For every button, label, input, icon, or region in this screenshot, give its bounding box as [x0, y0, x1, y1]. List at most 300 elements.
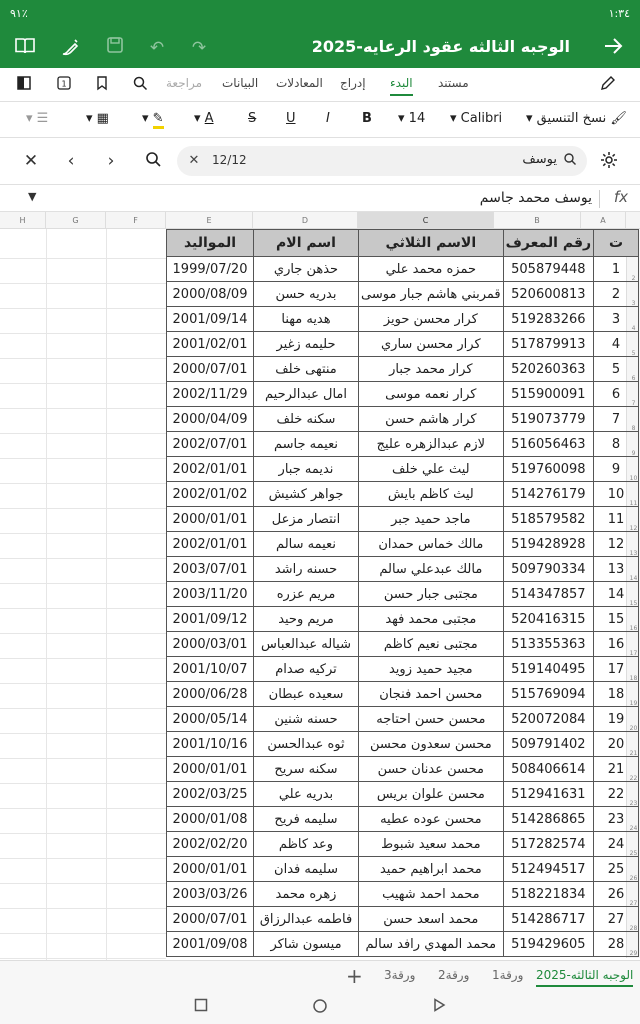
- table-row[interactable]: [167, 707, 639, 732]
- table-row[interactable]: [167, 482, 639, 507]
- gridline: [0, 908, 166, 909]
- cell-mother-name[interactable]: حسنه شنين: [254, 707, 359, 732]
- match-count: 12/12: [212, 153, 247, 167]
- back-icon[interactable]: [430, 998, 448, 1016]
- cell-id[interactable]: 520600813: [503, 282, 593, 307]
- gridline: [0, 558, 166, 559]
- tab-document[interactable]: مستند: [438, 76, 469, 90]
- cell-birthdate[interactable]: 2003/07/01: [167, 557, 254, 582]
- search-input[interactable]: [177, 146, 587, 176]
- row-number: 19: [629, 700, 638, 707]
- cell-id[interactable]: 519760098: [503, 457, 593, 482]
- pen-tool-icon[interactable]: [58, 35, 84, 61]
- table-row[interactable]: [167, 632, 639, 657]
- gridline: [0, 483, 166, 484]
- cell-full-name[interactable]: محسن عوده عطيه: [359, 807, 504, 832]
- cell-id[interactable]: 519073779: [503, 407, 593, 432]
- cell-full-name[interactable]: ليث كاظم بايش: [359, 482, 504, 507]
- gridline: [0, 883, 166, 884]
- gridline: [0, 283, 166, 284]
- table-row[interactable]: [167, 807, 639, 832]
- header-birthdate[interactable]: المواليد: [167, 230, 254, 257]
- column-header-g[interactable]: G: [46, 212, 106, 229]
- cell-birthdate[interactable]: 2000/04/09: [167, 407, 254, 432]
- add-sheet-icon[interactable]: +: [346, 964, 363, 988]
- previous-result-icon[interactable]: ‹: [67, 151, 75, 171]
- table-row[interactable]: [167, 932, 639, 957]
- cell-full-name[interactable]: مجتبى محمد فهد: [359, 607, 504, 632]
- table-row[interactable]: [167, 407, 639, 432]
- cell-full-name[interactable]: كرار نعمه موسى: [359, 382, 504, 407]
- cell-serial[interactable]: 8: [594, 432, 639, 457]
- gridline: [0, 833, 166, 834]
- gridline: [0, 858, 166, 859]
- cell-birthdate[interactable]: 2000/01/01: [167, 857, 254, 882]
- cell-full-name[interactable]: كرار محسن ساري: [359, 332, 504, 357]
- cell-id[interactable]: 520416315: [503, 607, 593, 632]
- edit-pencil-icon[interactable]: [598, 75, 618, 95]
- table-row[interactable]: [167, 907, 639, 932]
- search-field-icon: [561, 152, 579, 170]
- cell-serial[interactable]: 14: [594, 582, 639, 607]
- cell-birthdate[interactable]: 2000/05/14: [167, 707, 254, 732]
- status-bar: [0, 0, 640, 28]
- tab-review[interactable]: مراجعة: [166, 76, 203, 90]
- cell-birthdate[interactable]: 2000/01/01: [167, 757, 254, 782]
- cell-birthdate[interactable]: 2003/03/26: [167, 882, 254, 907]
- cell-serial[interactable]: 9: [594, 457, 639, 482]
- fx-label[interactable]: fx: [613, 188, 628, 206]
- paint-roller-icon: 🖌: [610, 111, 627, 126]
- cell-id[interactable]: 519428928: [503, 532, 593, 557]
- cell-full-name[interactable]: قمربني هاشم جبار موسى: [359, 282, 504, 307]
- cell-mother-name[interactable]: نعيمه جاسم: [254, 432, 359, 457]
- find-bar: [0, 138, 640, 184]
- cell-serial[interactable]: 1: [594, 257, 639, 282]
- row-number: 7: [631, 400, 636, 407]
- cell-full-name[interactable]: مجتبى جبار حسن: [359, 582, 504, 607]
- cell-mother-name[interactable]: بدريه حسن: [254, 282, 359, 307]
- cell-id[interactable]: 516056463: [503, 432, 593, 457]
- header-id[interactable]: رقم المعرف: [503, 230, 593, 257]
- gridline: [0, 308, 166, 309]
- table-row[interactable]: [167, 857, 639, 882]
- cell-birthdate[interactable]: 2000/01/01: [167, 507, 254, 532]
- data-table[interactable]: [166, 229, 639, 957]
- cell-birthdate[interactable]: 2002/03/25: [167, 782, 254, 807]
- table-row[interactable]: [167, 457, 639, 482]
- cell-birthdate[interactable]: 2000/07/01: [167, 907, 254, 932]
- cell-full-name[interactable]: كرار محمد جبار: [359, 357, 504, 382]
- cell-full-name[interactable]: مالك عبدعلي سالم: [359, 557, 504, 582]
- gridline: [0, 408, 166, 409]
- cell-id[interactable]: 517282574: [503, 832, 593, 857]
- row-number: 17: [629, 650, 638, 657]
- cell-mother-name[interactable]: حسنه راشد: [254, 557, 359, 582]
- row-number: 23: [629, 800, 638, 807]
- cell-serial[interactable]: 6: [594, 382, 639, 407]
- cell-full-name[interactable]: حمزه محمد علي: [359, 257, 504, 282]
- gridline: [0, 433, 166, 434]
- column-header-b[interactable]: B: [494, 212, 581, 229]
- cell-mother-name[interactable]: ميسون شاكر: [254, 932, 359, 957]
- cell-full-name[interactable]: مجيد حميد زويد: [359, 657, 504, 682]
- table-row[interactable]: [167, 532, 639, 557]
- redo-icon[interactable]: ↷: [191, 38, 207, 58]
- spreadsheet-grid[interactable]: [0, 212, 640, 960]
- cell-serial[interactable]: 26: [594, 882, 639, 907]
- cell-mother-name[interactable]: وعد كاظم: [254, 832, 359, 857]
- font-name-select[interactable]: ▾ Calibri: [450, 111, 503, 126]
- cell-serial[interactable]: 25: [594, 857, 639, 882]
- cell-mother-name[interactable]: سليمه فريح: [254, 807, 359, 832]
- row-number: 22: [629, 775, 638, 782]
- cell-mother-name[interactable]: امال عبدالرحيم: [254, 382, 359, 407]
- cell-birthdate[interactable]: 2002/01/01: [167, 532, 254, 557]
- highlight-color-icon[interactable]: ▾ ✎: [142, 111, 164, 126]
- formula-separator: [599, 190, 600, 208]
- cell-full-name[interactable]: محسن عدنان حسن: [359, 757, 504, 782]
- cell-full-name[interactable]: محسن علوان بريس: [359, 782, 504, 807]
- cell-birthdate[interactable]: 2002/07/01: [167, 432, 254, 457]
- cell-serial[interactable]: 22: [594, 782, 639, 807]
- gridline: [46, 229, 47, 960]
- column-header-e[interactable]: E: [166, 212, 253, 229]
- close-icon[interactable]: ✕: [23, 151, 39, 171]
- cell-full-name[interactable]: كرار محسن حويز: [359, 307, 504, 332]
- cell-birthdate[interactable]: 2001/09/12: [167, 607, 254, 632]
- cell-serial[interactable]: 12: [594, 532, 639, 557]
- cell-birthdate[interactable]: 2002/01/01: [167, 457, 254, 482]
- gridline: [0, 358, 166, 359]
- format-painter-button[interactable]: ▾ نسخ التنسيق 🖌: [526, 111, 627, 126]
- cell-birthdate[interactable]: 2000/08/09: [167, 282, 254, 307]
- cell-mother-name[interactable]: نديمه جبار: [254, 457, 359, 482]
- cell-serial[interactable]: 23: [594, 807, 639, 832]
- cell-birthdate[interactable]: 2001/10/16: [167, 732, 254, 757]
- cell-full-name[interactable]: محمد اسعد حسن: [359, 907, 504, 932]
- panel-toggle-icon[interactable]: [14, 75, 34, 95]
- tab-formulas[interactable]: المعادلات: [276, 76, 323, 90]
- gridline: [0, 733, 166, 734]
- gridline: [0, 583, 166, 584]
- row-number: 25: [629, 850, 638, 857]
- sheet-tab-1[interactable]: ورقة1: [492, 968, 524, 982]
- cell-mother-name[interactable]: زهره محمد: [254, 882, 359, 907]
- cell-mother-name[interactable]: مريم وحيد: [254, 607, 359, 632]
- font-size-value: 14: [408, 111, 426, 126]
- cell-full-name[interactable]: محسن حسن احتاجه: [359, 707, 504, 732]
- bold-button[interactable]: B: [362, 111, 372, 126]
- cell-serial[interactable]: 21: [594, 757, 639, 782]
- table-row[interactable]: [167, 307, 639, 332]
- clear-search-icon[interactable]: ✕: [188, 153, 200, 168]
- table-row[interactable]: [167, 507, 639, 532]
- formula-content[interactable]: يوسف محمد جاسم: [479, 190, 592, 206]
- cell-id[interactable]: 508406614: [503, 757, 593, 782]
- cell-full-name[interactable]: محمد احمد شهيب: [359, 882, 504, 907]
- cell-full-name[interactable]: مجتبى نعيم كاظم: [359, 632, 504, 657]
- row-number: 11: [629, 500, 638, 507]
- gridline: [0, 458, 166, 459]
- cell-id[interactable]: 518579582: [503, 507, 593, 532]
- search-icon[interactable]: [130, 75, 150, 95]
- back-arrow-icon[interactable]: [600, 35, 626, 61]
- header-full-name[interactable]: الاسم الثلاثي: [359, 230, 504, 257]
- cell-serial[interactable]: 5: [594, 357, 639, 382]
- table-row[interactable]: [167, 782, 639, 807]
- gridline: [0, 633, 166, 634]
- column-header-a[interactable]: A: [581, 212, 626, 229]
- sheet-tab-2[interactable]: ورقة2: [438, 968, 470, 982]
- cell-full-name[interactable]: محمد ابراهيم حميد: [359, 857, 504, 882]
- cell-serial[interactable]: 27: [594, 907, 639, 932]
- save-icon[interactable]: [102, 35, 128, 61]
- table-row[interactable]: [167, 557, 639, 582]
- cell-full-name[interactable]: كرار هاشم حسن: [359, 407, 504, 432]
- font-color-button[interactable]: ▾ A: [194, 111, 214, 126]
- cell-serial[interactable]: 11: [594, 507, 639, 532]
- formula-bar: [0, 184, 640, 212]
- cell-full-name[interactable]: ليث علي خلف: [359, 457, 504, 482]
- cell-mother-name[interactable]: انتصار مزعل: [254, 507, 359, 532]
- underline-button[interactable]: U: [286, 111, 296, 126]
- cell-birthdate[interactable]: 2002/11/29: [167, 382, 254, 407]
- gridline: [0, 708, 166, 709]
- cell-serial[interactable]: 10: [594, 482, 639, 507]
- cell-birthdate[interactable]: 2001/09/14: [167, 307, 254, 332]
- cell-mother-name[interactable]: حليمه زغير: [254, 332, 359, 357]
- clock: ١:٣٤: [608, 7, 630, 20]
- cell-id[interactable]: 514276179: [503, 482, 593, 507]
- cell-birthdate[interactable]: 2000/03/01: [167, 632, 254, 657]
- system-nav-bar: [0, 990, 640, 1024]
- table-row[interactable]: [167, 757, 639, 782]
- home-icon[interactable]: [311, 998, 329, 1016]
- cell-id[interactable]: 519429605: [503, 932, 593, 957]
- cell-full-name[interactable]: محسن سعدون محسن: [359, 732, 504, 757]
- cell-serial[interactable]: 3: [594, 307, 639, 332]
- cell-mother-name[interactable]: ثوه عبدالحسن: [254, 732, 359, 757]
- gridline: [0, 783, 166, 784]
- table-row[interactable]: [167, 332, 639, 357]
- search-icon[interactable]: [142, 150, 164, 172]
- cell-full-name[interactable]: مالك خماس حمدان: [359, 532, 504, 557]
- gridline: [0, 383, 166, 384]
- cell-serial[interactable]: 18: [594, 682, 639, 707]
- header-serial[interactable]: ت: [594, 230, 639, 257]
- cell-serial[interactable]: 19: [594, 707, 639, 732]
- italic-button[interactable]: I: [326, 111, 330, 126]
- align-menu-icon[interactable]: ▾ ☰: [26, 111, 49, 126]
- row-number: 13: [629, 550, 638, 557]
- svg-text:1: 1: [61, 79, 67, 89]
- cell-full-name[interactable]: ماجد حميد جبر: [359, 507, 504, 532]
- cell-serial[interactable]: 7: [594, 407, 639, 432]
- cell-id[interactable]: 519283266: [503, 307, 593, 332]
- cell-id[interactable]: 509790334: [503, 557, 593, 582]
- cell-serial[interactable]: 16: [594, 632, 639, 657]
- cell-mother-name[interactable]: سكنه خلف: [254, 407, 359, 432]
- cell-serial[interactable]: 20: [594, 732, 639, 757]
- column-header-d[interactable]: D: [253, 212, 358, 229]
- cell-mother-name[interactable]: مريم عزره: [254, 582, 359, 607]
- row-number: 10: [629, 475, 638, 482]
- row-number: 3: [631, 300, 636, 307]
- expand-formula-icon[interactable]: ▼: [28, 190, 37, 203]
- table-row[interactable]: [167, 607, 639, 632]
- cell-mother-name[interactable]: جواهر كشيش: [254, 482, 359, 507]
- cell-id[interactable]: 517879913: [503, 332, 593, 357]
- gridline: [0, 758, 166, 759]
- row-number: 15: [629, 600, 638, 607]
- gridline: [0, 808, 166, 809]
- cell-mother-name[interactable]: فاطمه عبدالرزاق: [254, 907, 359, 932]
- page-count-icon[interactable]: [54, 75, 74, 95]
- gridline: [0, 533, 166, 534]
- cell-mother-name[interactable]: تركيه صدام: [254, 657, 359, 682]
- strikethrough-button[interactable]: S: [248, 111, 257, 126]
- cell-mother-name[interactable]: سليمه فدان: [254, 857, 359, 882]
- cell-id[interactable]: 515769094: [503, 682, 593, 707]
- gridline: [0, 508, 166, 509]
- row-number: 9: [631, 450, 636, 457]
- cell-birthdate[interactable]: 2002/02/20: [167, 832, 254, 857]
- cell-birthdate[interactable]: 2000/07/01: [167, 357, 254, 382]
- table-header-row: [167, 230, 639, 257]
- cell-birthdate[interactable]: 2000/01/08: [167, 807, 254, 832]
- next-result-icon[interactable]: ›: [107, 151, 115, 171]
- row-number: 18: [629, 675, 638, 682]
- cell-serial[interactable]: 4: [594, 332, 639, 357]
- cell-full-name[interactable]: محمد سعيد شبوط: [359, 832, 504, 857]
- table-row[interactable]: [167, 832, 639, 857]
- cell-id[interactable]: 513355363: [503, 632, 593, 657]
- cell-serial[interactable]: 28: [594, 932, 639, 957]
- column-header-c[interactable]: C: [358, 212, 494, 229]
- select-all-corner[interactable]: [626, 212, 640, 229]
- cell-mother-name[interactable]: شياله عبدالعباس: [254, 632, 359, 657]
- cell-mother-name[interactable]: سعيده عبطان: [254, 682, 359, 707]
- cell-id[interactable]: 520072084: [503, 707, 593, 732]
- sheet-tab-active[interactable]: الوجبه الثالثه-2025: [536, 968, 634, 982]
- search-query[interactable]: يوسف: [522, 152, 557, 167]
- cell-serial[interactable]: 17: [594, 657, 639, 682]
- tab-home[interactable]: البدء: [390, 76, 413, 90]
- cell-serial[interactable]: 15: [594, 607, 639, 632]
- row-number: 8: [631, 425, 636, 432]
- cell-birthdate[interactable]: 2003/11/20: [167, 582, 254, 607]
- table-row[interactable]: [167, 582, 639, 607]
- cell-id[interactable]: 514286865: [503, 807, 593, 832]
- cell-mother-name[interactable]: بدريه علي: [254, 782, 359, 807]
- cell-id[interactable]: 512494517: [503, 857, 593, 882]
- table-row[interactable]: [167, 682, 639, 707]
- cell-full-name[interactable]: لازم عبدالزهره عليج: [359, 432, 504, 457]
- cell-birthdate[interactable]: 2002/01/02: [167, 482, 254, 507]
- sheet-tabs-bar: [0, 960, 640, 990]
- table-row[interactable]: [167, 432, 639, 457]
- cell-mother-name[interactable]: سكنه سريح: [254, 757, 359, 782]
- cell-mother-name[interactable]: حذهن جاري: [254, 257, 359, 282]
- gridline: [0, 958, 166, 959]
- table-row[interactable]: [167, 357, 639, 382]
- cell-serial[interactable]: 2: [594, 282, 639, 307]
- document-title: الوجبه الثالثه عقود الرعايه-2025: [311, 37, 570, 56]
- gridline: [106, 229, 107, 960]
- cell-birthdate[interactable]: 2001/09/08: [167, 932, 254, 957]
- cell-id[interactable]: 519140495: [503, 657, 593, 682]
- cell-birthdate[interactable]: 1999/07/20: [167, 257, 254, 282]
- book-view-icon[interactable]: [12, 35, 38, 61]
- cell-id[interactable]: 509791402: [503, 732, 593, 757]
- gridline: [0, 933, 166, 934]
- table-row[interactable]: [167, 657, 639, 682]
- cell-serial[interactable]: 13: [594, 557, 639, 582]
- recents-icon[interactable]: [192, 998, 210, 1016]
- font-name-value: Calibri: [460, 111, 503, 126]
- cell-mother-name[interactable]: هديه مهنا: [254, 307, 359, 332]
- tab-data[interactable]: البيانات: [222, 76, 259, 90]
- battery-level: ٩١٪: [10, 7, 28, 20]
- table-row[interactable]: [167, 732, 639, 757]
- gridline: [0, 608, 166, 609]
- row-number: 28: [629, 925, 638, 932]
- gridline: [0, 258, 166, 259]
- font-size-select[interactable]: ▾ 14: [398, 111, 426, 126]
- row-number: 6: [631, 375, 636, 382]
- table-row[interactable]: [167, 257, 639, 282]
- row-number: 5: [631, 350, 636, 357]
- format-painter-label: نسخ التنسيق: [536, 111, 607, 126]
- cell-full-name[interactable]: محسن احمد فنجان: [359, 682, 504, 707]
- sheet-tab-3[interactable]: ورقة3: [384, 968, 416, 982]
- gridline: [0, 333, 166, 334]
- settings-gear-icon[interactable]: [598, 150, 620, 172]
- cell-id[interactable]: 515900091: [503, 382, 593, 407]
- cell-id[interactable]: 514286717: [503, 907, 593, 932]
- table-row[interactable]: [167, 282, 639, 307]
- bookmark-icon[interactable]: [92, 75, 112, 95]
- title-bar: [0, 28, 640, 68]
- cell-id[interactable]: 520260363: [503, 357, 593, 382]
- table-row[interactable]: [167, 382, 639, 407]
- column-header-f[interactable]: F: [106, 212, 166, 229]
- cell-birthdate[interactable]: 2001/02/01: [167, 332, 254, 357]
- tab-insert[interactable]: إدراج: [340, 76, 366, 90]
- cell-birthdate[interactable]: 2001/10/07: [167, 657, 254, 682]
- cell-id[interactable]: 514347857: [503, 582, 593, 607]
- gridline: [0, 658, 166, 659]
- gridline: [0, 683, 166, 684]
- row-number: 16: [629, 625, 638, 632]
- cell-id[interactable]: 518221834: [503, 882, 593, 907]
- row-number: 24: [629, 825, 638, 832]
- cell-mother-name[interactable]: منتهى خلف: [254, 357, 359, 382]
- cell-full-name[interactable]: محمد المهدي رافد سالم: [359, 932, 504, 957]
- cell-mother-name[interactable]: نعيمه سالم: [254, 532, 359, 557]
- table-row[interactable]: [167, 882, 639, 907]
- ribbon-tabs: [0, 68, 640, 102]
- undo-icon[interactable]: ↶: [149, 38, 165, 58]
- cell-id[interactable]: 512941631: [503, 782, 593, 807]
- header-mother-name[interactable]: اسم الام: [254, 230, 359, 257]
- column-header-h[interactable]: H: [0, 212, 46, 229]
- cell-serial[interactable]: 24: [594, 832, 639, 857]
- borders-icon[interactable]: ▾ ▦: [86, 111, 109, 126]
- cell-birthdate[interactable]: 2000/06/28: [167, 682, 254, 707]
- cell-id[interactable]: 505879448: [503, 257, 593, 282]
